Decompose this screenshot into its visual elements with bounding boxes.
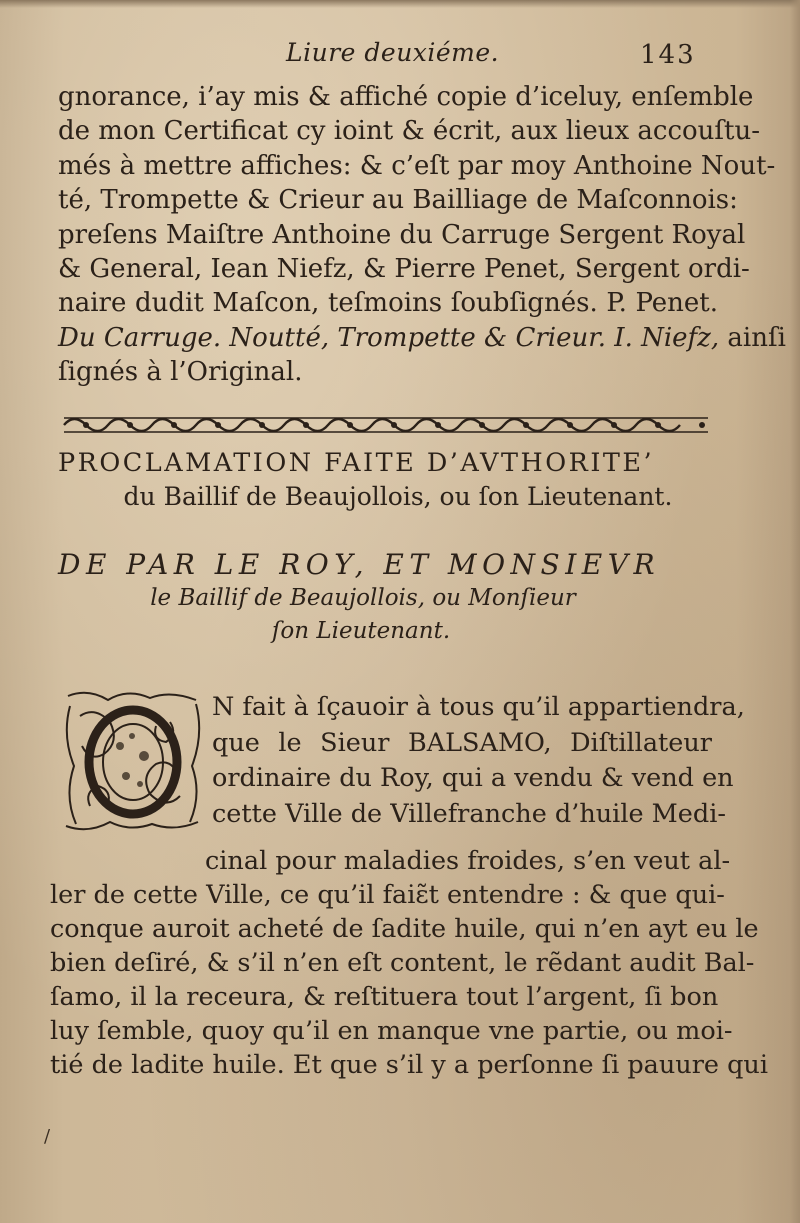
signatures: Du Carruge. Noutté, Trompette & Crieur. I. Niefz, (58, 322, 720, 353)
indented-lines (212, 690, 745, 832)
text-line: N fait à ſçauoir à tous qu’il appartiendra, (212, 692, 745, 722)
initial-letter (133, 777, 134, 778)
page-number: 143 (640, 40, 696, 70)
page-top-edge (0, 0, 800, 8)
signature-line (58, 321, 786, 355)
top-text-block (58, 80, 786, 390)
page-header (0, 38, 800, 78)
text-line: de mon Certificat cy ioint & écrit, aux lieux accouſtu- (58, 116, 761, 147)
de-par-line-2: le Baillif de Beaujollois, ou Monſieur (150, 585, 576, 611)
text-line: cinal pour maladies froides, s’en veut al- (205, 846, 731, 876)
text-line: ordinaire du Roy, qui a vendu & vend en (212, 763, 734, 793)
paragraph-body (50, 844, 768, 1082)
proclamation-heading (58, 446, 728, 514)
de-par-line-1: DE PAR LE ROY, ET MONSIEVR (58, 548, 661, 581)
text-line: luy ſemble, quoy qu’il en manque vne partie, ou moi- (50, 1016, 733, 1046)
de-par-line-3: ſon Lieutenant. (271, 618, 451, 644)
signature-tail: ainſi (727, 322, 786, 353)
text-line: més à mettre affiches: & c’eſt par moy Anthoine Nout- (58, 150, 776, 181)
text-line: conque auroit acheté de ſadite huile, qui n’en ayt eu le (50, 914, 759, 944)
text-line: ſamo, il la receura, & reſtituera tout l’argent, ſi bon (50, 982, 719, 1012)
floral-initial-icon (60, 686, 206, 836)
text-line: bien deſiré, & s’il n’en eſt content, le rẽdant audit Bal- (50, 948, 755, 978)
decorated-initial (60, 686, 206, 836)
running-head: Liure deuxiéme. (286, 38, 500, 67)
text-line: & General, Iean Niefz, & Pierre Penet, Sergent ordi- (58, 254, 750, 285)
text-line: que le Sieur BALSAMO, Diſtillateur (212, 727, 712, 758)
text-line: té, Trompette & Crieur au Bailliage de Maſconnois: (58, 185, 738, 216)
text-line: tié de ladite huile. Et que s’il y a perſonne ſi pauure qui (50, 1050, 768, 1080)
text-line: ler de cette Ville, ce qu’il faiɛ̃t entendre : & que qui- (50, 880, 725, 910)
page-right-edge (790, 0, 800, 1223)
proclamation-title: PROCLAMATION FAITE D’AVTHORITE’ (58, 448, 655, 478)
text-line: preſens Maiſtre Anthoine du Carruge Sergent Royal (58, 219, 746, 250)
text-line: naire dudit Maſcon, teſmoins ſoubſignés. P. Penet. (58, 288, 718, 319)
text-line: gnorance, i’ay mis & affiché copie d’iceluy, enſemble (58, 82, 754, 112)
de-par-heading (58, 548, 738, 648)
text-line: ſignés à l’Original. (58, 357, 303, 388)
stray-mark: / (44, 1126, 51, 1147)
proclamation-subtitle: du Baillif de Beaujollois, ou ſon Lieutenant. (123, 482, 673, 511)
text-line: cette Ville de Villefranche d’huile Medi- (212, 798, 726, 829)
ornamental-band (60, 410, 712, 440)
